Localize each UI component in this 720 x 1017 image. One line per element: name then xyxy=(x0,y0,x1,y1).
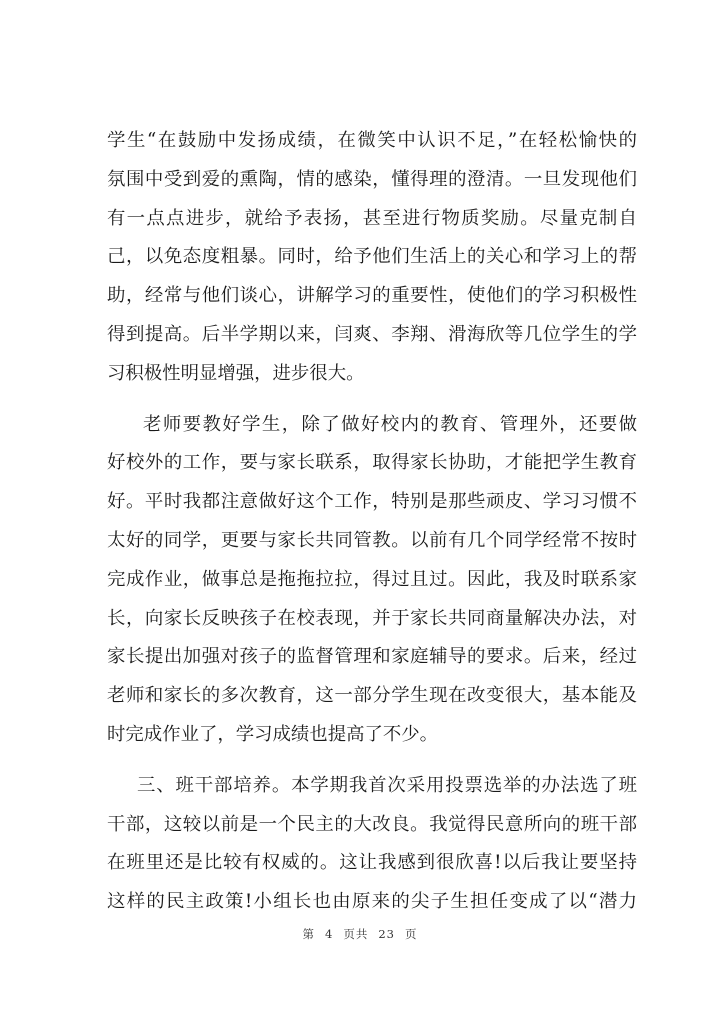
paragraph-2 xyxy=(107,406,637,755)
text-line: 太好的同学，更要与家长共同管教。以前有几个同学经常不按时 xyxy=(107,529,637,551)
footer-suffix: 页 xyxy=(404,927,418,941)
text-line: 习积极性明显增强，进步很大。 xyxy=(107,362,365,384)
text-line: 老师和家长的多次教育，这一部分学生现在改变很大，基本能及 xyxy=(107,685,637,707)
body-text xyxy=(107,122,637,922)
text-line: 助，经常与他们谈心，讲解学习的重要性，使他们的学习积极性 xyxy=(107,285,637,307)
paragraph-gap xyxy=(107,394,637,406)
footer-mid: 页共 xyxy=(343,927,369,941)
text-line: 这样的民主政策!小组长也由原来的尖子生担任变成了以“潜力 xyxy=(107,891,637,913)
paragraph-1 xyxy=(107,122,637,394)
page-footer xyxy=(0,926,720,942)
text-line: 学生“在鼓励中发扬成绩，在微笑中认识不足，”在轻松愉快的 xyxy=(107,130,637,151)
text-line: 时完成作业了，学习成绩也提高了不少。 xyxy=(107,723,439,745)
text-line: 长，向家长反映孩子在校表现，并于家长共同商量解决办法，对 xyxy=(107,607,637,629)
text-line: 在班里还是比较有权威的。这让我感到很欣喜!以后我让要坚持 xyxy=(107,852,637,874)
current-page-number: 4 xyxy=(325,927,334,941)
text-line: 有一点点进步，就给予表扬，甚至进行物质奖励。尽量克制自 xyxy=(107,207,637,229)
paragraph-gap xyxy=(107,755,637,767)
footer-prefix: 第 xyxy=(302,927,316,941)
text-line: 完成作业，做事总是拖拖拉拉，得过且过。因此，我及时联系家 xyxy=(107,568,637,590)
total-pages-number: 23 xyxy=(378,927,395,941)
text-line: 好。平时我都注意做好这个工作，特别是那些顽皮、学习习惯不 xyxy=(107,491,637,513)
text-line: 老师要教好学生，除了做好校内的教育、管理外，还要做 xyxy=(143,413,637,435)
text-line: 得到提高。后半学期以来，闫爽、李翔、滑海欣等几位学生的学 xyxy=(107,323,637,345)
text-line: 干部，这较以前是一个民主的大改良。我觉得民意所向的班干部 xyxy=(107,813,637,835)
paragraph-3 xyxy=(107,767,637,922)
text-line: 氛围中受到爱的熏陶，情的感染，懂得理的澄清。一旦发现他们 xyxy=(107,168,637,190)
text-line: 己，以免态度粗暴。同时，给予他们生活上的关心和学习上的帮 xyxy=(107,246,637,268)
text-line: 三、班干部培养。本学期我首次采用投票选举的办法选了班 xyxy=(137,774,637,796)
text-line: 家长提出加强对孩子的监督管理和家庭辅导的要求。后来，经过 xyxy=(107,646,637,668)
text-line: 好校外的工作，要与家长联系，取得家长协助，才能把学生教育 xyxy=(107,452,637,474)
